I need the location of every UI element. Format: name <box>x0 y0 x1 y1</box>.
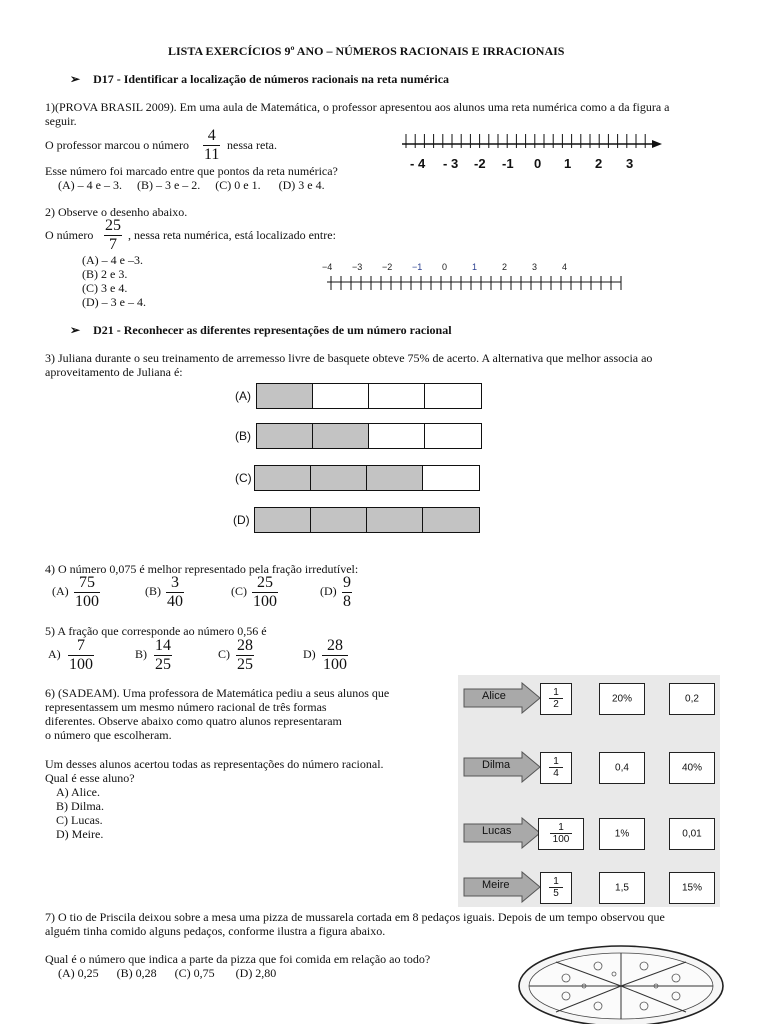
q1-line2: seguir. <box>45 114 77 128</box>
q6-option-d: D) Meire. <box>56 827 104 841</box>
bullet-arrow-icon: ➢ <box>70 72 81 86</box>
bar-cell-filled <box>423 508 479 532</box>
number-line-2-label: −3 <box>352 262 363 272</box>
number-line-1-label: - 3 <box>443 156 459 171</box>
number-line-2-label: −1 <box>412 262 423 272</box>
q3-line1: 3) Juliana durante o seu treinamento de arremesso livre de basquete obteve 75% de acerto. A alternativa que melhor associa ao <box>45 351 653 365</box>
number-line-1-label: -1 <box>502 156 514 171</box>
bar-cell-filled <box>311 508 367 532</box>
fraction-numerator: 1 <box>558 822 564 833</box>
bar-cell-empty <box>425 424 481 448</box>
bar-cell-filled <box>367 508 423 532</box>
number-line-1 <box>402 128 664 148</box>
number-line-2-label: 0 <box>442 262 448 272</box>
student-name: Lucas <box>482 825 512 837</box>
number-line-2 <box>325 272 625 292</box>
value-representation <box>669 818 715 850</box>
value-representation <box>669 683 715 715</box>
q4-label-a: (A) <box>52 584 69 598</box>
q1-options: (A) – 4 e – 3. (B) – 3 e – 2. (C) 0 e 1. (D) 3 e 4. <box>58 178 325 192</box>
representation-text: 15% <box>681 882 702 894</box>
q3-option-b-bar <box>256 423 482 449</box>
bar-cell-filled <box>257 384 313 408</box>
q3-option-c-bar <box>254 465 480 491</box>
q1-question: Esse número foi marcado entre que pontos da reta numérica? <box>45 164 338 178</box>
q4-label-d: (D) <box>320 584 337 598</box>
q3-option-d-bar <box>254 507 480 533</box>
representation-text: 1% <box>614 828 630 840</box>
number-line-1-label: 2 <box>595 156 603 171</box>
section-heading-d17 <box>70 72 449 86</box>
q5-fraction-b: 14 25 <box>155 637 171 673</box>
bar-cell-filled <box>255 466 311 490</box>
q2-pre: O número <box>45 228 94 242</box>
q3-label-d: (D) <box>233 513 250 527</box>
number-line-1-label: - 4 <box>410 156 426 171</box>
q3-label-a: (A) <box>235 389 251 403</box>
representation-text: 0,2 <box>685 693 699 705</box>
q7-line2: alguém tinha comido alguns pedaços, conforme ilustra a figura abaixo. <box>45 924 386 938</box>
q5-label-d: D) <box>303 647 316 661</box>
fraction-denominator: 2 <box>553 699 559 710</box>
q2-option-d: (D) – 3 e – 4. <box>82 295 146 309</box>
bar-cell-filled <box>255 508 311 532</box>
number-line-2-label: −2 <box>382 262 393 272</box>
bar-cell-filled <box>257 424 313 448</box>
q2-option-c: (C) 3 e 4. <box>82 281 128 295</box>
q6-question2: Qual é esse aluno? <box>45 771 135 785</box>
value-representation <box>669 872 715 904</box>
q2-post: , nessa reta numérica, está localizado entre: <box>128 228 336 242</box>
q4-label-b: (B) <box>145 584 161 598</box>
q5-fraction-a: 7 100 <box>69 637 93 673</box>
fraction-representation <box>540 872 572 904</box>
representation-text: 40% <box>681 762 702 774</box>
q4-text: 4) O número 0,075 é melhor representado pela fração irredutível: <box>45 562 359 576</box>
q7-options: (A) 0,25 (B) 0,28 (C) 0,75 (D) 2,80 <box>58 966 277 980</box>
q6-line1: 6) (SADEAM). Uma professora de Matemática pediu a seus alunos que <box>45 686 390 700</box>
representation-text: 0,01 <box>682 828 702 840</box>
number-line-1-label: 1 <box>564 156 572 171</box>
q4-fraction-c: 25 100 <box>253 574 277 610</box>
q2-option-b: (B) 2 e 3. <box>82 267 128 281</box>
value-representation <box>599 752 645 784</box>
representation-text: 1,5 <box>615 882 629 894</box>
q4-fraction-a: 75 100 <box>75 574 99 610</box>
value-representation <box>669 752 715 784</box>
q5-fraction-c: 28 25 <box>237 637 253 673</box>
q4-fraction-d: 9 8 <box>343 574 351 610</box>
fraction-denominator: 5 <box>553 888 559 899</box>
value-representation <box>599 872 645 904</box>
bar-cell-empty <box>369 424 425 448</box>
bullet-arrow-icon: ➢ <box>70 323 81 337</box>
q6-line3: diferentes. Observe abaixo como quatro alunos representaram <box>45 714 342 728</box>
q5-fraction-d: 28 100 <box>323 637 347 673</box>
q7-line1: 7) O tio de Priscila deixou sobre a mesa uma pizza de mussarela cortada em 8 pedaços iguais. Depois de um tempo observou que <box>45 910 665 924</box>
q6-line4: o número que escolheram. <box>45 728 172 742</box>
bar-cell-filled <box>367 466 423 490</box>
fraction-representation <box>538 818 584 850</box>
bar-cell-filled <box>313 424 369 448</box>
number-line-1-label: 0 <box>534 156 542 171</box>
value-representation <box>599 683 645 715</box>
representation-text: 0,4 <box>615 762 629 774</box>
q2-fraction: 25 7 <box>105 217 121 253</box>
number-line-1-label: 3 <box>626 156 634 171</box>
student-name: Meire <box>482 879 510 891</box>
fraction-numerator: 1 <box>553 876 559 887</box>
q5-label-a: A) <box>48 647 61 661</box>
student-name: Alice <box>482 690 506 702</box>
number-line-2-label: 1 <box>472 262 478 272</box>
bar-cell-empty <box>313 384 369 408</box>
section-heading-text: D17 - Identificar a localização de números racionais na reta numérica <box>93 72 450 86</box>
page-title: LISTA EXERCÍCIOS 9º ANO – NÚMEROS RACIONAIS E IRRACIONAIS <box>168 44 565 58</box>
q6-line2: representassem um mesmo número racional de três formas <box>45 700 327 714</box>
fraction-denominator: 100 <box>552 834 570 845</box>
pizza-illustration <box>516 940 726 1024</box>
bar-cell-filled <box>311 466 367 490</box>
bar-cell-empty <box>423 466 479 490</box>
fraction-numerator: 1 <box>553 756 559 767</box>
q1-marked-pre: O professor marcou o número <box>45 138 189 152</box>
section-heading-text: D21 - Reconhecer as diferentes representações de um número racional <box>93 323 452 337</box>
q1-line1: 1)(PROVA BRASIL 2009). Em uma aula de Matemática, o professor apresentou aos alunos uma reta numérica como a da figura a <box>45 100 670 114</box>
value-representation <box>599 818 645 850</box>
q6-option-c: C) Lucas. <box>56 813 103 827</box>
q3-line2: aproveitamento de Juliana é: <box>45 365 183 379</box>
representation-text: 20% <box>611 693 632 705</box>
q2-line1: 2) Observe o desenho abaixo. <box>45 205 188 219</box>
number-line-2-label: 4 <box>562 262 568 272</box>
q6-option-a: A) Alice. <box>56 785 100 799</box>
number-line-1-label: -2 <box>474 156 486 171</box>
number-line-2-label: 3 <box>532 262 538 272</box>
number-line-2-label: 2 <box>502 262 508 272</box>
fraction-numerator: 1 <box>553 687 559 698</box>
number-line-2-label: −4 <box>322 262 333 272</box>
q7-question: Qual é o número que indica a parte da pizza que foi comida em relação ao todo? <box>45 952 431 966</box>
fraction-representation <box>540 683 572 715</box>
q5-text: 5) A fração que corresponde ao número 0,56 é <box>45 624 267 638</box>
q6-option-b: B) Dilma. <box>56 799 104 813</box>
q1-fraction: 4 11 <box>204 127 220 163</box>
student-name: Dilma <box>482 759 511 771</box>
bar-cell-empty <box>369 384 425 408</box>
q3-option-a-bar <box>256 383 482 409</box>
q6-question1: Um desses alunos acertou todas as representações do número racional. <box>45 757 384 771</box>
q4-fraction-b: 3 40 <box>167 574 183 610</box>
section-heading-d21 <box>70 323 452 337</box>
q5-label-b: B) <box>135 647 147 661</box>
bar-cell-empty <box>425 384 481 408</box>
fraction-denominator: 4 <box>553 768 559 779</box>
q5-label-c: C) <box>218 647 230 661</box>
q6-representations-panel <box>458 675 720 907</box>
fraction-representation <box>540 752 572 784</box>
q3-label-b: (B) <box>235 429 251 443</box>
q3-label-c: (C) <box>235 471 252 485</box>
q2-option-a: (A) – 4 e –3. <box>82 253 143 267</box>
q1-marked-post: nessa reta. <box>227 138 277 152</box>
q4-label-c: (C) <box>231 584 247 598</box>
